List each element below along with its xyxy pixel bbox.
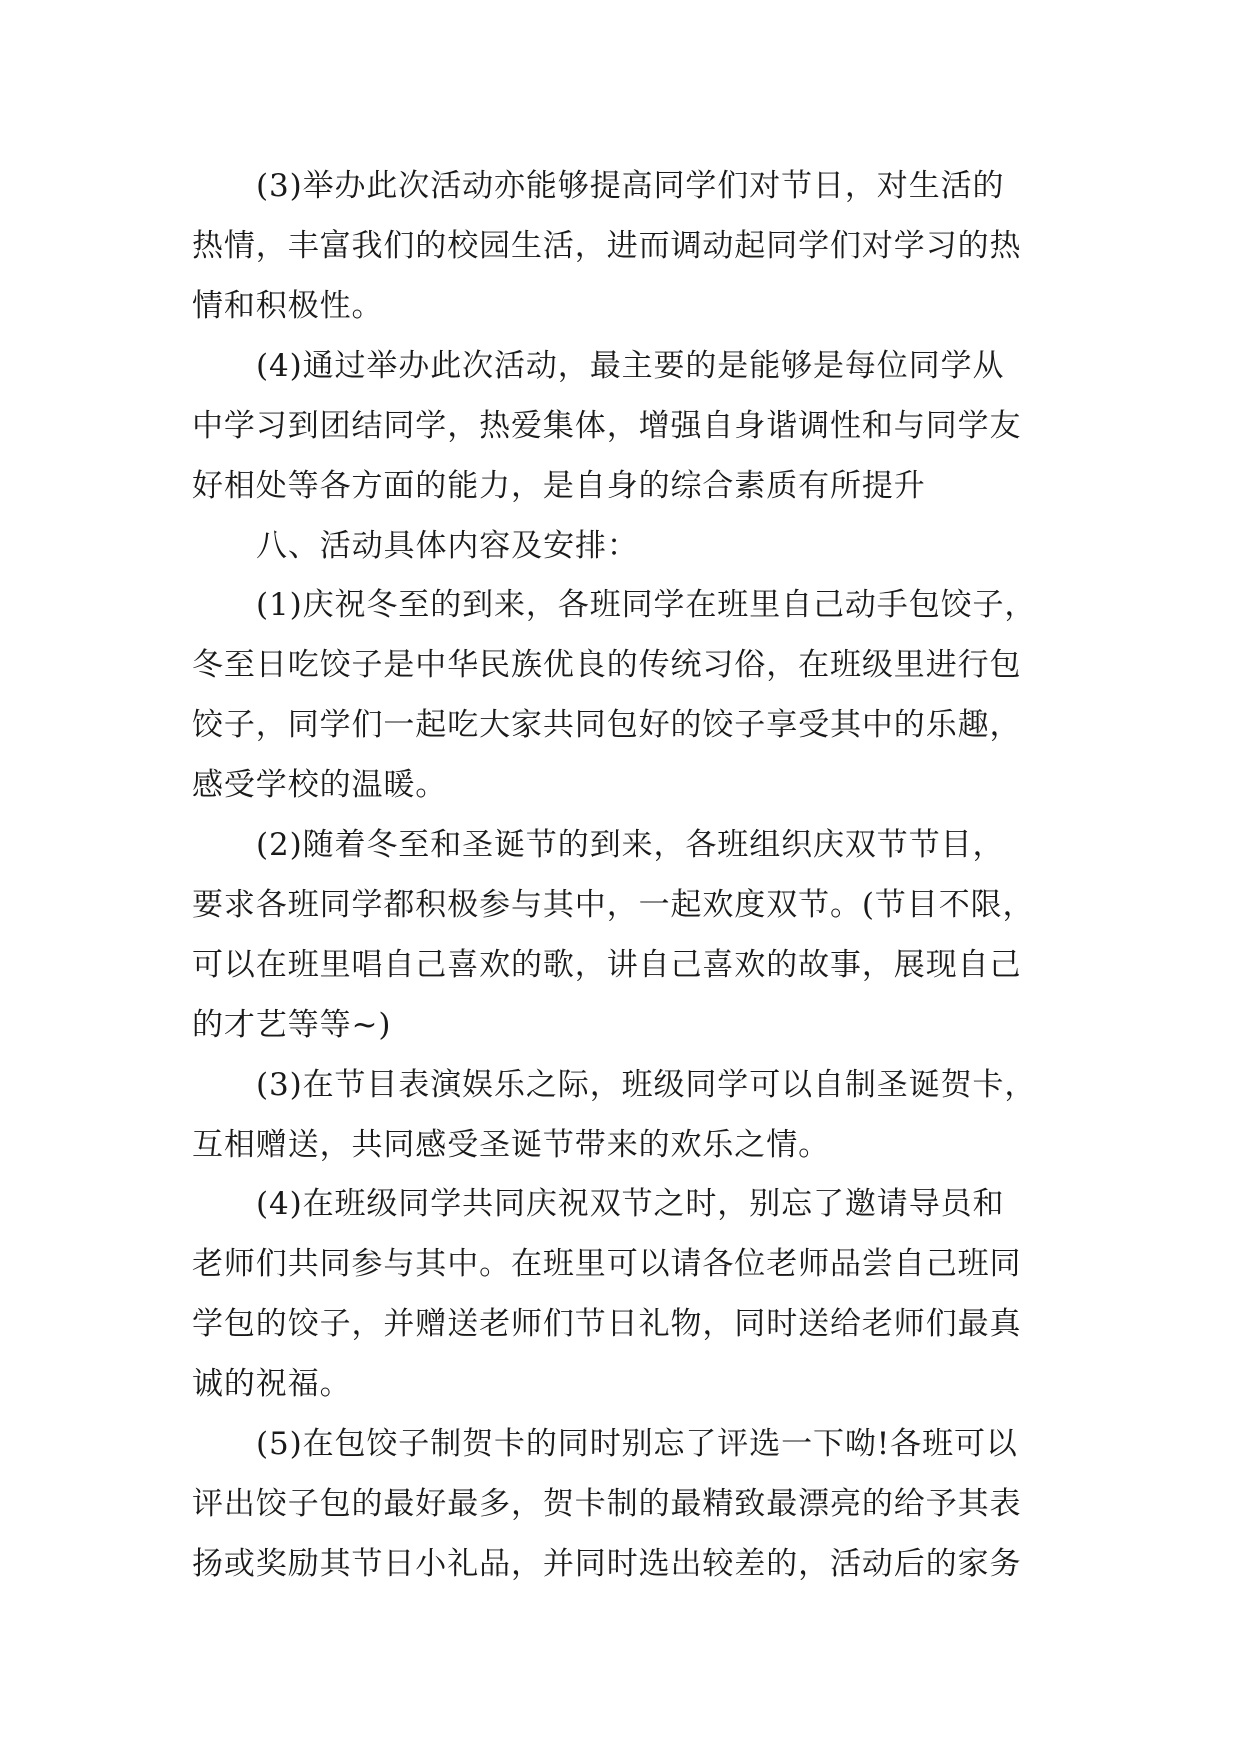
text-line: 诚的祝福。 [192,1366,352,1402]
text-line: 互相赠送，共同感受圣诞节带来的欢乐之情。 [192,1127,830,1163]
text-line: 情和积极性。 [192,288,384,324]
text-line: 的才艺等等~) [192,1007,392,1043]
text-line: (4)通过举办此次活动，最主要的是能够是每位同学从 [256,348,1005,384]
text-line: (1)庆祝冬至的到来，各班同学在班里自己动手包饺子， [256,587,1037,623]
text-line: (3)在节目表演娱乐之际，班级同学可以自制圣诞贺卡， [256,1067,1037,1103]
text-line: 可以在班里唱自己喜欢的歌，讲自己喜欢的故事，展现自己 [192,947,1022,983]
text-line: 老师们共同参与其中。在班里可以请各位老师品尝自己班同 [192,1246,1022,1282]
text-line: 中学习到团结同学，热爱集体，增强自身谐调性和与同学友 [192,408,1022,444]
text-line: (3)举办此次活动亦能够提高同学们对节日，对生活的 [256,168,1005,204]
text-line: (4)在班级同学共同庆祝双节之时，别忘了邀请导员和 [256,1186,1005,1222]
text-line: (2)随着冬至和圣诞节的到来，各班组织庆双节节目， [256,827,1005,863]
text-line: 感受学校的温暖。 [192,767,448,803]
text-line: 饺子，同学们一起吃大家共同包好的饺子享受其中的乐趣， [192,707,1022,743]
text-line: 评出饺子包的最好最多，贺卡制的最精致最漂亮的给予其表 [192,1486,1022,1522]
text-line: 热情，丰富我们的校园生活，进而调动起同学们对学习的热 [192,228,1022,264]
text-line: 学包的饺子，并赠送老师们节日礼物，同时送给老师们最真 [192,1306,1022,1342]
text-line: 要求各班同学都积极参与其中，一起欢度双节。(节目不限， [192,887,1035,923]
text-line: 扬或奖励其节日小礼品，并同时选出较差的，活动后的家务 [192,1546,1022,1582]
text-line: 好相处等各方面的能力，是自身的综合素质有所提升 [192,468,926,504]
text-line: (5)在包饺子制贺卡的同时别忘了评选一下呦!各班可以 [256,1426,1018,1462]
section-heading: 八、活动具体内容及安排： [256,528,639,564]
text-line: 冬至日吃饺子是中华民族优良的传统习俗，在班级里进行包 [192,647,1022,683]
